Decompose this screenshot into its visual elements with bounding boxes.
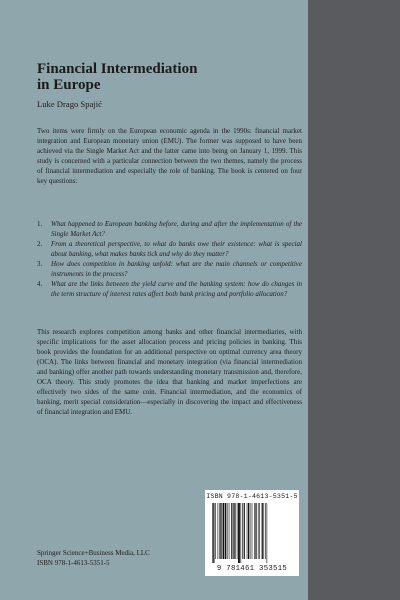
- book-title-line-1: Financial Intermediation: [37, 61, 198, 77]
- barcode-bar: [265, 503, 266, 559]
- question-item: [37, 239, 302, 259]
- publisher-isbn: ISBN 978-1-4613-5351-5: [37, 559, 110, 567]
- barcode-bar: [221, 503, 222, 559]
- question-number: 2.: [37, 240, 43, 248]
- barcode-bar: [241, 503, 242, 563]
- barcode-bar: [244, 503, 245, 559]
- barcode-bar: [255, 503, 256, 559]
- barcode-bars: [212, 503, 292, 563]
- barcode-bar: [259, 503, 260, 559]
- intro-paragraph: Two items were firmly on the European economic agenda in the 1990s: financial market integration and European monetary union (EMU). The former was supposed to have been achieved via the Single Market Act and the latter came into being on January 1, 1999. This study is concerned with a particular connection between the two themes, namely the process of financial intermediation and especially the role of banking. The book is centered on four key questions:: [37, 127, 302, 185]
- barcode-bar: [225, 503, 226, 559]
- barcode-bar: [234, 503, 235, 559]
- barcode-isbn-text: ISBN 978-1-4613-5351-5: [206, 493, 298, 500]
- barcode-bar: [227, 503, 228, 559]
- book-title-line-2: in Europe: [37, 77, 101, 93]
- publisher-name: Springer Science+Business Media, LLC: [37, 549, 150, 557]
- barcode-bar: [263, 503, 264, 559]
- barcode-bar: [212, 503, 213, 563]
- barcode-bar: [258, 503, 259, 559]
- question-item: [37, 259, 302, 279]
- barcode-bar: [213, 503, 214, 563]
- barcode-bar: [231, 503, 232, 559]
- question-text: What happened to European banking before, during and after the implementation of the Single Market Act?: [51, 220, 302, 238]
- barcode-label: [205, 490, 299, 576]
- barcode-bar: [238, 503, 240, 563]
- barcode-bar: [252, 503, 253, 559]
- barcode-bar: [250, 503, 251, 559]
- barcode-bar: [248, 503, 249, 559]
- barcode-bar: [242, 503, 243, 559]
- barcode-bar: [247, 503, 248, 559]
- book-title: [37, 61, 305, 93]
- question-item: [37, 219, 302, 239]
- barcode-bar: [223, 503, 225, 559]
- question-number: 1.: [37, 220, 43, 228]
- barcode-bar: [218, 503, 219, 559]
- question-text: How does competition in banking unfold: what are the main channels or competitive instruments in the process?: [51, 260, 302, 278]
- barcode-digits: 9 781461 353515: [216, 565, 288, 573]
- barcode-bar: [262, 503, 263, 559]
- spine-band: [308, 0, 400, 600]
- barcode-bar: [215, 503, 216, 559]
- barcode-bar: [229, 503, 230, 559]
- question-text: What are the links between the yield curve and the banking system: how do changes in the term structure of interest rates affect both bank pricing and portfolio allocation?: [51, 280, 302, 298]
- author-name: Luke Drago Spajić: [37, 99, 102, 109]
- key-questions-list: [37, 219, 302, 299]
- barcode-bar: [267, 503, 268, 563]
- question-number: 4.: [37, 280, 43, 288]
- question-item: [37, 279, 302, 299]
- barcode-bar: [237, 503, 238, 559]
- barcode-bar: [254, 503, 255, 559]
- body-paragraph: This research explores competition among banks and other financial intermediaries, with specific implications for the asset allocation process and pricing policies in banking. This book provides the foundation for an additional perspective on optimal currency area theory (OCA). The links between financial and monetary integration (via financial intermediation and banking) offer another path towards understanding monetary transmission and, therefore, OCA theory. This study promotes the idea that banking and market imperfections are effectively two sides of the same coin. Financial intermediation, and the economics of banking, merit special consideration—especially in discovering the impact and effectiveness of financial integration and EMU.: [37, 328, 302, 416]
- barcode-bar: [233, 503, 234, 559]
- question-number: 3.: [37, 260, 43, 268]
- barcode-bar: [219, 503, 220, 559]
- publisher-block: [37, 548, 150, 568]
- question-text: From a theoretical perspective, to what do banks owe their existence: what is special about banking, what makes banks tick and why do they matter?: [51, 240, 302, 258]
